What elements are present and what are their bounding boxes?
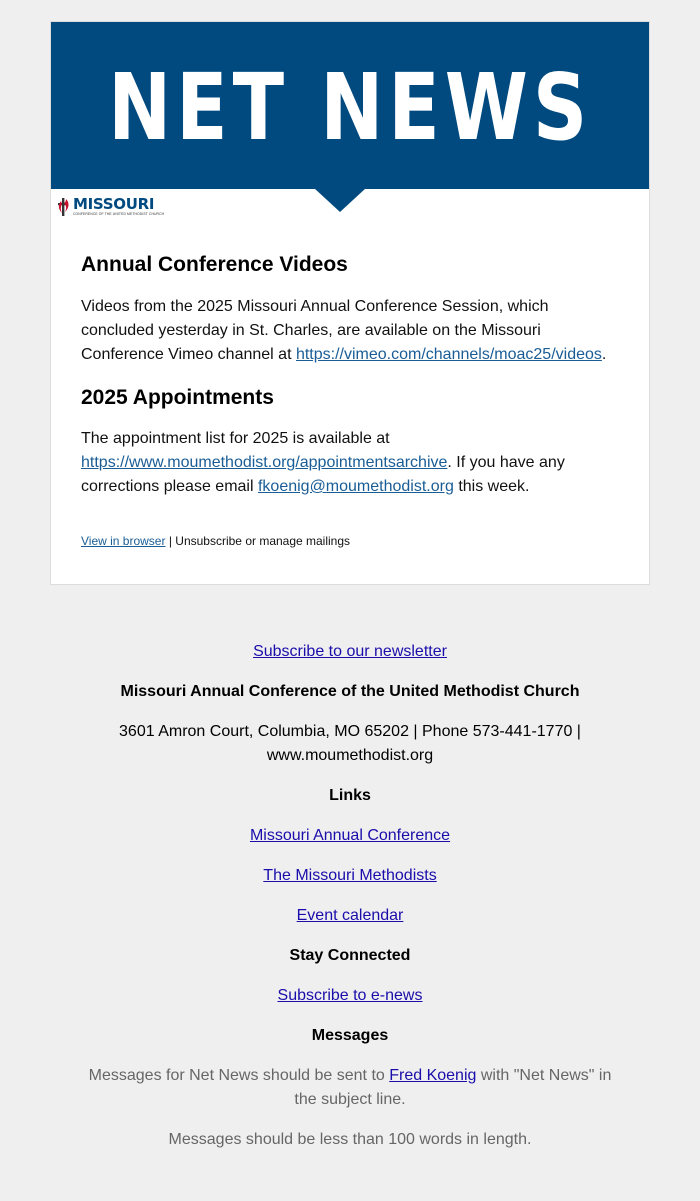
subscribe-enews-link[interactable]: Subscribe to e-news: [277, 987, 423, 1004]
messages-note: [80, 1064, 620, 1112]
appointments-text-mid: . If you have any corrections please email: [81, 454, 565, 495]
subscribe-newsletter-link[interactable]: Subscribe to our newsletter: [253, 643, 447, 660]
email-link[interactable]: fkoenig@moumethodist.org: [257, 478, 454, 495]
banner-notch: [314, 188, 366, 212]
vimeo-link[interactable]: https://vimeo.com/channels/moac25/videos: [295, 346, 602, 363]
appointments-text-end: this week.: [453, 478, 530, 495]
missouri-annual-conference-link[interactable]: Missouri Annual Conference: [249, 827, 451, 844]
length-note: Messages should be less than 100 words in length.: [168, 1131, 532, 1148]
messages-text-end: with "Net News" in the subject line.: [294, 1067, 612, 1108]
videos-paragraph: [81, 295, 621, 367]
videos-text: Videos from the 2025 Missouri Annual Conference Session, which concluded yesterday in St. Charles, are available on the Missouri Conference Vimeo channel at: [81, 298, 549, 363]
conference-logo: [57, 196, 164, 218]
videos-text-end: .: [601, 346, 607, 363]
messages-heading: Messages: [311, 1027, 389, 1044]
card-footer: [81, 533, 621, 549]
logo-name: MISSOURI: [73, 195, 155, 213]
cross-flame-icon: [57, 196, 71, 218]
appointments-text: The appointment list for 2025 is available at: [81, 430, 390, 447]
unsubscribe-link[interactable]: Unsubscribe or manage mailings: [175, 534, 351, 548]
banner-title: NET NEWS: [108, 53, 592, 161]
org-address: 3601 Amron Court, Columbia, MO 65202 | Phone 573-441-1770 | www.moumethodist.org: [119, 723, 581, 764]
videos-heading: Annual Conference Videos: [81, 253, 348, 276]
banner: [51, 22, 649, 189]
appointments-archive-link[interactable]: https://www.moumethodist.org/appointmentsarchive: [81, 454, 448, 471]
newsletter-card: [50, 21, 650, 585]
fred-koenig-link[interactable]: Fred Koenig: [389, 1067, 477, 1084]
appointments-paragraph: [81, 427, 621, 499]
missouri-methodists-link[interactable]: The Missouri Methodists: [263, 867, 437, 884]
event-calendar-link[interactable]: Event calendar: [296, 907, 404, 924]
messages-text: Messages for Net News should be sent to: [88, 1067, 390, 1084]
links-heading: Links: [329, 787, 371, 804]
logo-subtitle: CONFERENCE OF THE UNITED METHODIST CHURCH: [73, 212, 165, 216]
appointments-heading: 2025 Appointments: [81, 386, 274, 409]
stay-connected-heading: Stay Connected: [289, 947, 411, 964]
page-footer: [80, 640, 620, 1152]
footer-separator: |: [165, 534, 176, 548]
view-in-browser-link[interactable]: View in browser: [81, 534, 166, 548]
org-name: Missouri Annual Conference of the United Methodist Church: [120, 683, 580, 700]
newsletter-content: [81, 252, 621, 549]
